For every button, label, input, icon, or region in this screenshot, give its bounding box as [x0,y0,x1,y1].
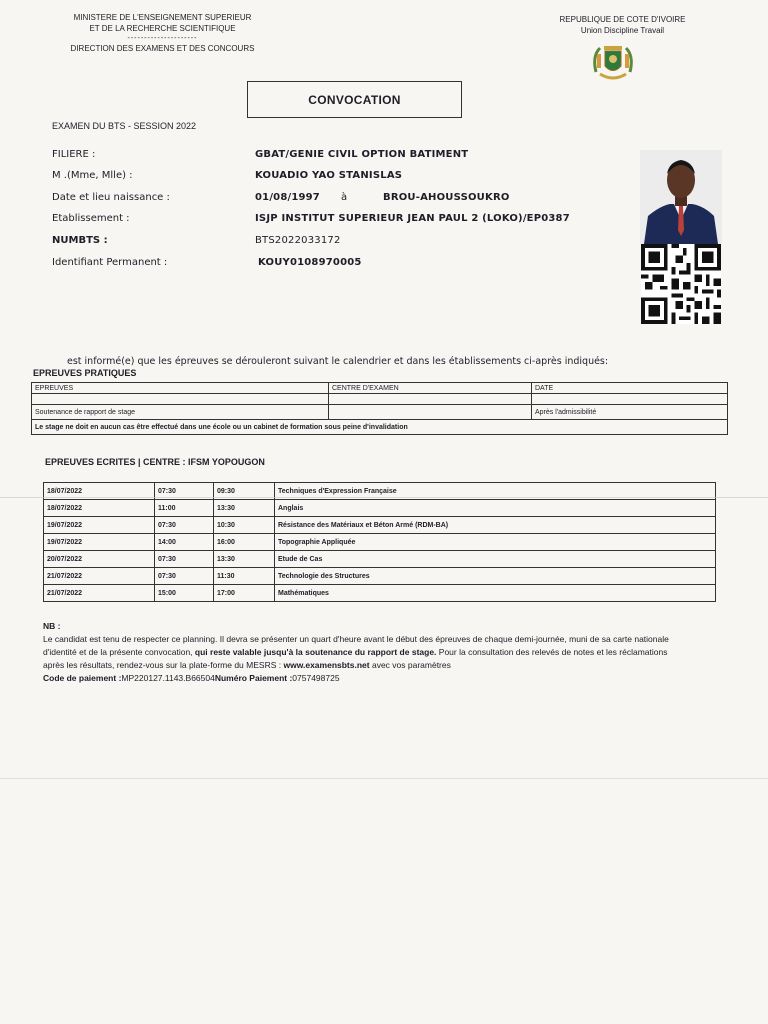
exam-end-cell: 13:30 [214,551,275,568]
name-value: KOUADIO YAO STANISLAS [255,170,403,181]
col-centre-header: CENTRE D'EXAMEN [329,383,532,394]
exam-date-cell: 19/07/2022 [44,517,155,534]
qr-code-icon [640,244,722,324]
birth-separator: à [341,192,348,203]
ministry-separator: --------------------- [127,35,198,42]
exam-date-cell: 20/07/2022 [44,551,155,568]
exam-subject-cell: Techniques d'Expression Française [275,483,716,500]
birth-date: 01/08/1997 [255,192,320,203]
practical-centre [329,405,532,420]
payment-number-value: 0757498725 [292,673,340,683]
nb-validity-notice: qui reste valable jusqu'à la soutenance du rapport de stage. [194,647,437,657]
exam-end-cell: 10:30 [214,517,275,534]
exam-start-cell: 15:00 [155,585,214,602]
practical-table [31,382,728,435]
exam-date-cell: 18/07/2022 [44,483,155,500]
table-row [32,420,728,435]
exam-start-cell: 07:30 [155,568,214,585]
practical-date: Après l'admissibilité [532,405,728,420]
exam-subject-cell: Mathématiques [275,585,716,602]
nb-label: NB : [43,621,61,631]
nb-notes [43,620,683,685]
col-date-header: DATE [532,383,728,394]
ministry-line1: MINISTERE DE L'ENSEIGNEMENT SUPERIEUR [73,13,252,22]
exam-start-cell: 07:30 [155,483,214,500]
candidate-photo [640,150,722,244]
exam-start-cell: 07:30 [155,517,214,534]
exam-subject-cell: Anglais [275,500,716,517]
session-label: EXAMEN DU BTS - SESSION 2022 [52,121,197,131]
title-text: CONVOCATION [308,92,401,107]
nb-text-1: Le candidat est tenu de respecter ce planning. Il devra se présenter un quart d'heure avant le début des épreuves de chaque demi-journée, muni de sa carte nationale d'identité et de la présente convocation, [43,634,669,657]
exam-end-cell: 16:00 [214,534,275,551]
written-exams-table [43,482,716,602]
written-section-title: EPREUVES ECRITES | CENTRE : IFSM YOPOUGON [45,457,265,467]
document-title [247,81,462,118]
payment-code-label: Code de paiement : [43,673,122,683]
birth-label: Date et lieu naissance : [52,192,170,203]
exam-start-cell: 07:30 [155,551,214,568]
exam-subject-cell: Résistance des Matériaux et Béton Armé (RDM-BA) [275,517,716,534]
table-row [44,568,716,585]
filiere-label: FILIERE : [52,149,96,160]
practical-epreuve: Soutenance de rapport de stage [32,405,329,420]
table-row [32,394,728,405]
table-row [44,534,716,551]
table-row [32,405,728,420]
permanent-id-value: KOUY0108970005 [258,257,362,268]
direction-line: DIRECTION DES EXAMENS ET DES CONCOURS [70,44,255,53]
website-link[interactable]: www.examensbts.net [283,660,370,670]
nb-text-2: Pour la consultation des relevés de notes et les réclamations après les résultats, rendez-vous sur la plate-forme du MESRS : [43,647,668,670]
table-row [44,551,716,568]
exam-subject-cell: Topographie Appliquée [275,534,716,551]
birth-place: BROU-AHOUSSOUKRO [383,192,510,203]
table-row [44,500,716,517]
ministry-header [40,12,285,54]
scan-fold-line [0,778,768,779]
national-motto: Union Discipline Travail [580,26,665,35]
exam-date-cell: 21/07/2022 [44,568,155,585]
exam-start-cell: 11:00 [155,500,214,517]
table-row [44,517,716,534]
exam-date-cell: 21/07/2022 [44,585,155,602]
practical-warning: Le stage ne doit en aucun cas être effectué dans une école ou un cabinet de formation sous peine d'invalidation [32,420,728,435]
intro-statement: est informé(e) que les épreuves se dérouleront suivant le calendrier et dans les établissements ci-après indiqués: [67,356,609,367]
payment-line [43,672,683,685]
republic-header [540,14,705,36]
numbts-value: BTS2022033172 [255,235,341,246]
republic-name: REPUBLIQUE DE COTE D'IVOIRE [559,15,686,24]
coat-of-arms-icon [590,42,636,84]
practical-section-title: EPREUVES PRATIQUES [33,368,137,378]
exam-subject-cell: Technologie des Structures [275,568,716,585]
exam-date-cell: 19/07/2022 [44,534,155,551]
name-label: M .(Mme, Mlle) : [52,170,133,181]
exam-start-cell: 14:00 [155,534,214,551]
exam-end-cell: 13:30 [214,500,275,517]
school-label: Etablissement : [52,213,130,224]
numbts-label: NUMBTS : [52,235,108,246]
payment-number-label: Numéro Paiement : [214,673,293,683]
filiere-value: GBAT/GENIE CIVIL OPTION BATIMENT [255,149,469,160]
exam-subject-cell: Etude de Cas [275,551,716,568]
exam-end-cell: 09:30 [214,483,275,500]
nb-paragraph [43,633,683,672]
col-epreuves-header: EPREUVES [32,383,329,394]
nb-text-3: avec vos paramètres [369,660,451,670]
permanent-id-label: Identifiant Permanent : [52,257,168,268]
exam-end-cell: 17:00 [214,585,275,602]
payment-code-value: MP220127.1143.B66504 [121,673,215,683]
scan-fold-line [0,497,768,498]
exam-end-cell: 11:30 [214,568,275,585]
exam-date-cell: 18/07/2022 [44,500,155,517]
table-row [32,383,728,394]
ministry-line2: ET DE LA RECHERCHE SCIENTIFIQUE [89,24,236,33]
table-row [44,585,716,602]
school-value: ISJP INSTITUT SUPERIEUR JEAN PAUL 2 (LOKO)/EP0387 [255,213,570,224]
